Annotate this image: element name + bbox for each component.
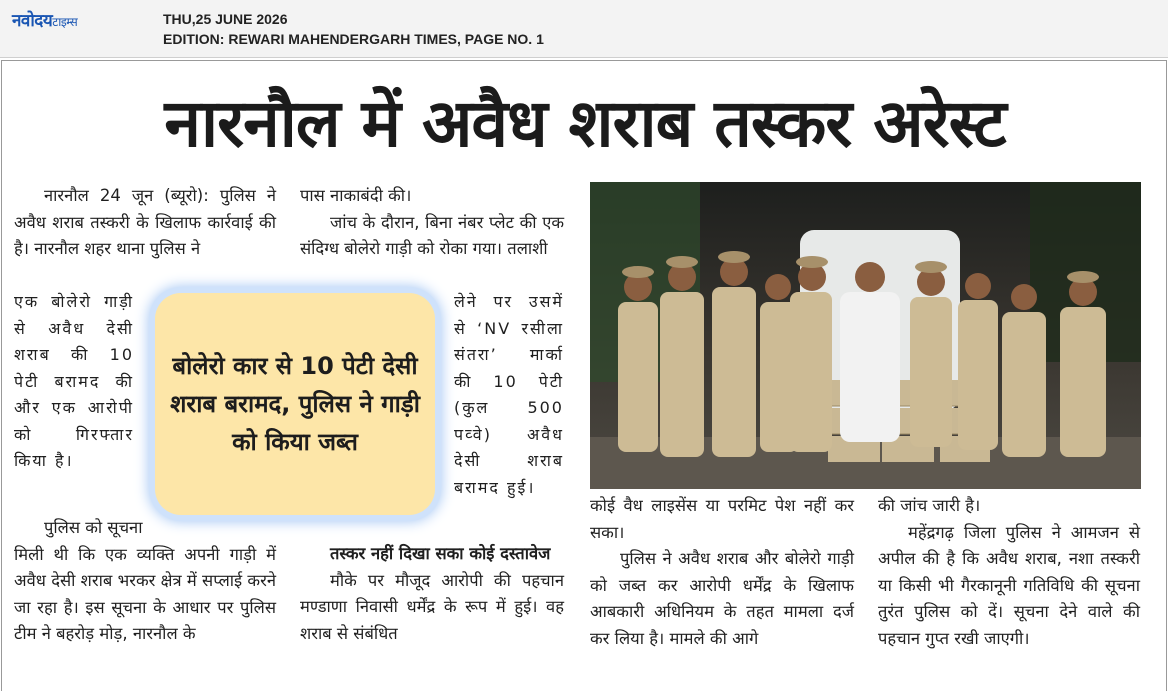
logo-sub: टाइम्स [52, 15, 78, 29]
col4-para1: की जांच जारी है। [878, 496, 981, 515]
col1-para2b: मिली थी कि एक व्यक्ति अपनी गाड़ी में अवैध देसी शराब भरकर क्षेत्र में सप्लाई करने जा रहा है। इस सूचना के आधार पर पुलिस टीम ने बहरोड़ मोड़, नारनौल के [14, 544, 276, 643]
article-column-1-lower [14, 515, 276, 648]
police-team-photo [590, 182, 1141, 489]
logo-main: नवोदय [12, 11, 53, 31]
article-column-2-narrow [454, 289, 564, 501]
edition-meta [163, 9, 544, 49]
col4-para2: महेंद्रगढ़ जिला पुलिस ने आमजन से अपील की है कि अवैध शराब, नशा तस्करी या किसी भी गैरकानूनी गतिविधि की सूचना तुरंत पुलिस को दें। सूचना देने वाले की पहचान गुप्त रखी जाएगी। [878, 522, 1140, 648]
article-photo [590, 182, 1141, 489]
newspaper-page [1, 60, 1167, 691]
col3-para2: पुलिस ने अवैध शराब और बोलेरो गाड़ी को जब्त कर आरोपी धर्मेंद्र के खिलाफ आबकारी अधिनियम के तहत मामला दर्ज कर लिया है। मामले की आगे [590, 549, 854, 648]
newspaper-logo[interactable] [12, 8, 77, 31]
col2-para3: मौके पर मौजूद आरोपी की पहचान मण्डाणा निवासी धर्मेंद्र के रूप में हुई। वह शराब से संबंधित [300, 570, 564, 643]
article-column-2-lower [300, 541, 564, 647]
col2-subheading: तस्कर नहीं दिखा सका कोई दस्तावेज [330, 544, 551, 563]
col1-para1: नारनौल 24 जून (ब्यूरो): पुलिस ने अवैध शराब तस्करी के खिलाफ कार्रवाई की है। नारनौल शहर थाना पुलिस ने [14, 186, 276, 258]
col1-para2a: पुलिस को सूचना [44, 518, 143, 537]
pull-quote-callout [155, 293, 435, 515]
article-headline: नारनौल में अवैध शराब तस्कर अरेस्ट [164, 85, 1006, 162]
col3-para1: कोई वैध लाइसेंस या परमिट पेश नहीं कर सका। [590, 496, 854, 542]
article-column-3 [590, 493, 854, 652]
col1-para1b: एक बोलेरो गाड़ी से अवैध देसी शराब की 10 पेटी बरामद की और एक आरोपी को गिरफ्तार किया है। [14, 292, 134, 470]
edition-date: THU,25 JUNE 2026 [163, 11, 288, 27]
col2-para2: जांच के दौरान, बिना नंबर प्लेट की एक संदिग्ध बोलेरो गाड़ी को रोका गया। तलाशी [300, 212, 564, 258]
col2-para2b: लेने पर उसमें से ‘NV रसीला संतरा’ मार्का की 10 पेटी (कुल 500 पव्वे) अवैध देसी शराब बरामद हुई। [454, 292, 564, 497]
edition-name: EDITION: REWARI MAHENDERGARH TIMES, PAGE NO. 1 [163, 31, 544, 47]
article-column-2 [300, 183, 564, 263]
article-column-4 [878, 493, 1140, 652]
col2-para1: पास नाकाबंदी की। [300, 186, 412, 205]
callout-text: बोलेरो कार से 10 पेटी देसी शराब बरामद, पुलिस ने गाड़ी को किया जब्त [170, 352, 420, 456]
article-column-1 [14, 183, 276, 263]
article-column-1-narrow [14, 289, 134, 475]
page-header [0, 0, 1168, 58]
